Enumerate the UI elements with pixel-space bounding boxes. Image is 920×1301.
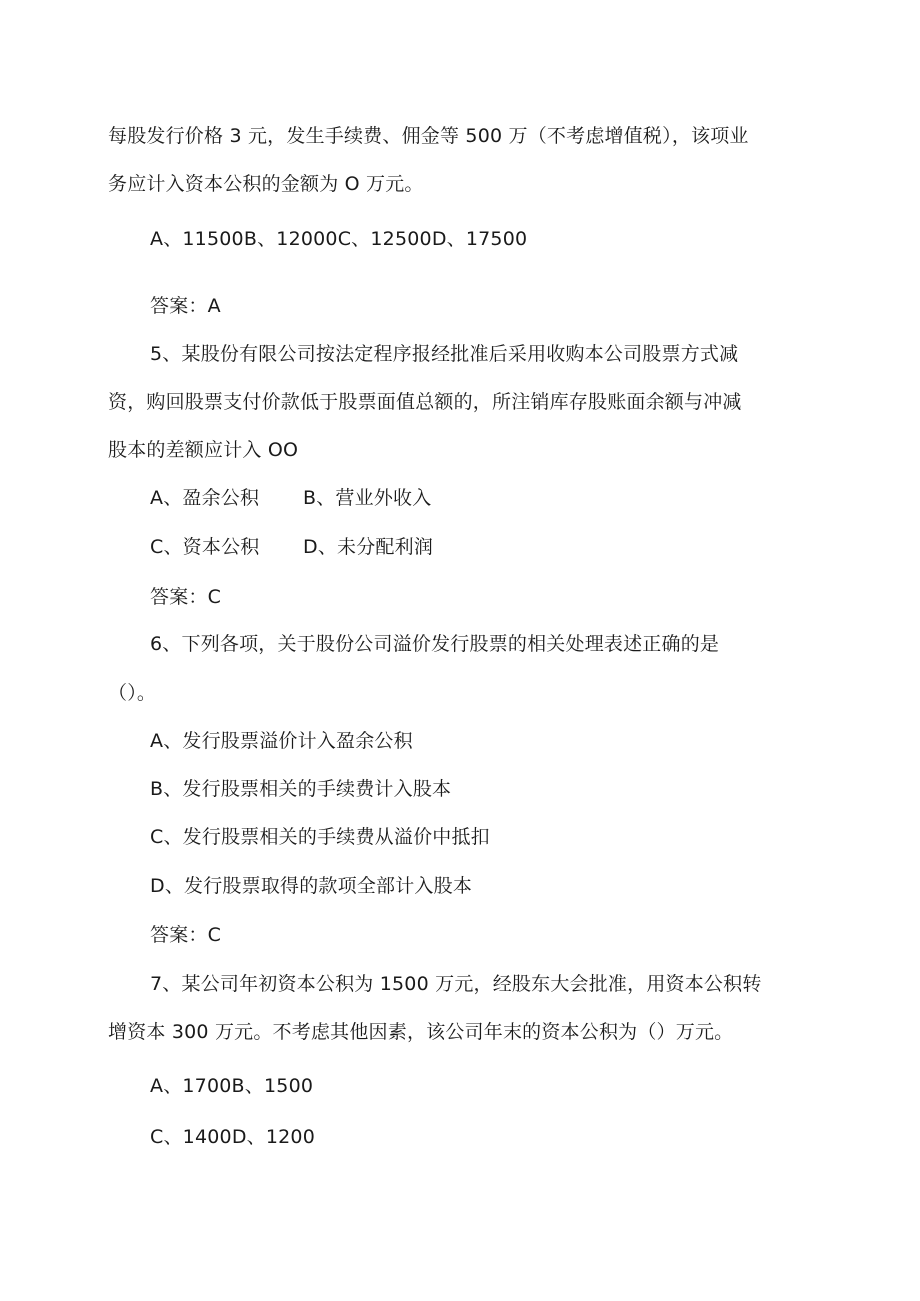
q5-options-row-1 xyxy=(150,484,432,512)
q5-options-row-2 xyxy=(150,533,434,561)
q6-option-d: D、发行股票取得的款项全部计入股本 xyxy=(150,875,473,897)
q6-option-a: A、发行股票溢价计入盈余公积 xyxy=(150,730,413,752)
q4-text-line-1: 每股发行价格 3 元，发生手续费、佣金等 500 万（不考虑增值税），该项业 xyxy=(108,125,749,147)
q4-options: A、11500B、12000C、12500D、17500 xyxy=(150,228,528,250)
q4-text-line-2: 务应计入资本公积的金额为 O 万元。 xyxy=(108,173,424,195)
q4-answer: 答案：A xyxy=(150,295,221,317)
q5-option-b: B、营业外收入 xyxy=(303,487,432,509)
q7-text-line-1: 7、某公司年初资本公积为 1500 万元，经股东大会批准，用资本公积转 xyxy=(150,973,762,995)
q5-text-line-3: 股本的差额应计入 OO xyxy=(108,439,299,461)
q6-option-c: C、发行股票相关的手续费从溢价中抵扣 xyxy=(150,826,490,848)
q6-answer: 答案：C xyxy=(150,924,222,946)
q5-answer: 答案：C xyxy=(150,586,222,608)
q7-options-cd: C、1400D、1200 xyxy=(150,1126,316,1148)
q6-text-line-2: （）。 xyxy=(108,682,157,704)
q6-text-line-1: 6、下列各项，关于股份公司溢价发行股票的相关处理表述正确的是 xyxy=(150,633,720,655)
q5-text-line-2: 资，购回股票支付价款低于股票面值总额的，所注销库存股账面余额与冲减 xyxy=(108,391,742,413)
q5-option-c: C、资本公积 xyxy=(150,536,260,558)
q5-text-line-1: 5、某股份有限公司按法定程序报经批准后采用收购本公司股票方式减 xyxy=(150,343,739,365)
q5-option-d: D、未分配利润 xyxy=(303,536,434,558)
q5-option-a: A、盈余公积 xyxy=(150,487,260,509)
q7-text-line-2: 增资本 300 万元。不考虑其他因素，该公司年末的资本公积为（）万元。 xyxy=(108,1021,734,1043)
q7-options-ab: A、1700B、1500 xyxy=(150,1075,314,1097)
q6-option-b: B、发行股票相关的手续费计入股本 xyxy=(150,778,452,800)
